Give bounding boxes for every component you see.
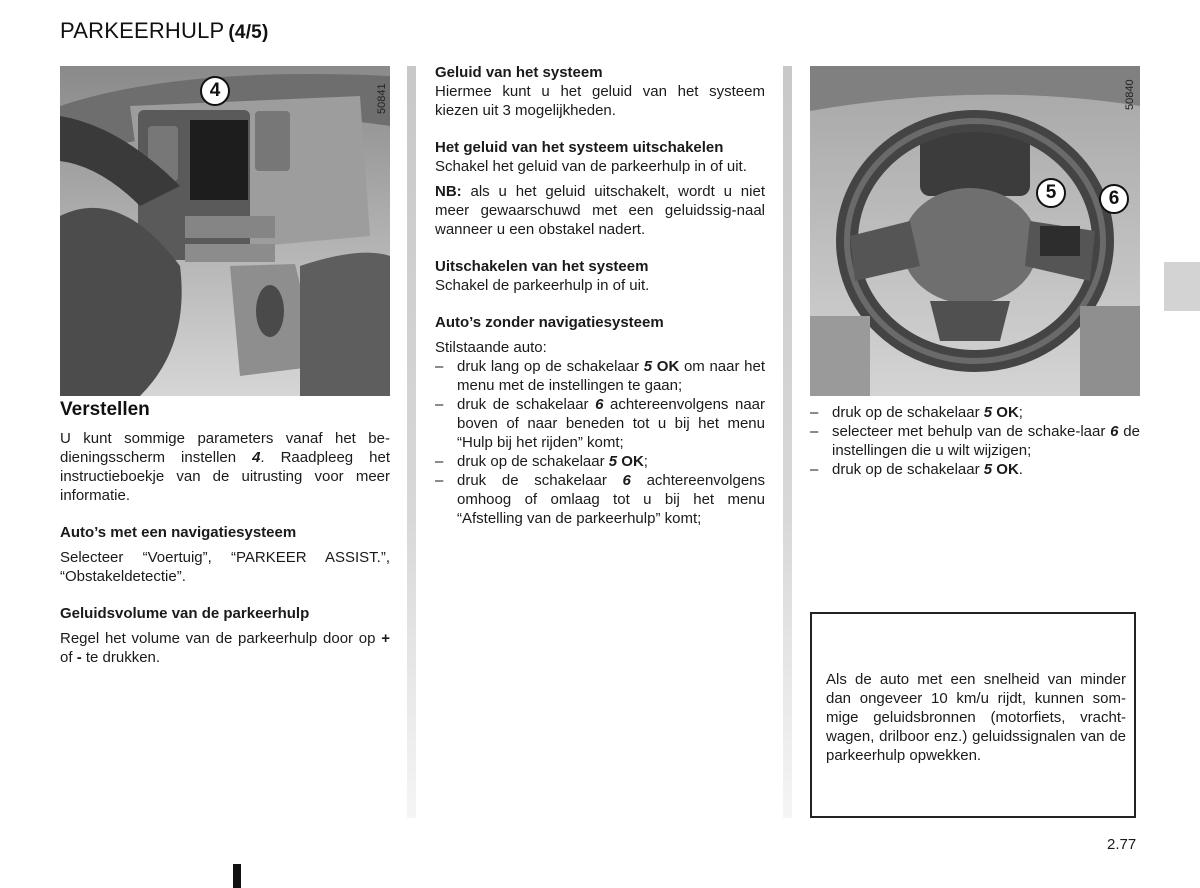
list-item xyxy=(810,460,1140,479)
steering-wheel-illustration xyxy=(810,66,1140,396)
step-text: druk op de schakelaar xyxy=(832,461,984,478)
column-divider-right xyxy=(783,66,792,818)
volume-text-c: te drukken. xyxy=(81,649,161,666)
step-ref: 5 xyxy=(643,358,653,375)
volume-text xyxy=(60,629,390,667)
callout-6: 6 xyxy=(1099,184,1129,214)
section-heading-verstellen: Verstellen xyxy=(60,399,150,420)
step-ref: 6 xyxy=(595,396,604,413)
list-item xyxy=(810,422,1140,460)
nonav-heading: Auto’s zonder navigatiesysteem xyxy=(435,314,664,331)
off-heading: Uitschakelen van het systeem xyxy=(435,258,649,275)
list-item xyxy=(435,357,765,395)
mute-text: Schakel het geluid van de parkeerhulp in of uit. xyxy=(435,158,747,175)
right-step-list xyxy=(810,403,1140,479)
step-ok: OK xyxy=(992,404,1019,421)
step-text: druk lang op de schakelaar xyxy=(457,358,644,375)
step-ref: 5 xyxy=(608,453,618,470)
step-text: druk de schakelaar xyxy=(457,472,623,489)
right-column xyxy=(810,403,1140,479)
step-ok: OK xyxy=(992,461,1019,478)
step-text: selecteer met behulp van de schake-laar xyxy=(832,423,1111,440)
crop-mark xyxy=(233,864,241,888)
step-text-end: ; xyxy=(1018,404,1023,421)
step-text-end: de instellingen die u wilt wijzigen; xyxy=(832,423,1140,459)
dashboard-illustration xyxy=(60,66,390,396)
note-box xyxy=(810,612,1136,818)
nb-text: als u het geluid uitschakelt, wordt u niet meer gewaarschuwd met een geluidssig-naal wanneer u een obstakel nadert. xyxy=(435,183,765,238)
step-text-end: achtereenvolgens omhoog of omlaag tot u bij het menu “Afstelling van de parkeerhulp” komt; xyxy=(457,472,765,527)
figure-code-right: 50840 xyxy=(1124,79,1136,110)
plus-symbol: + xyxy=(381,630,390,647)
intro-text-b: . Raadpleeg het instructieboekje van de uitrusting voor meer informatie. xyxy=(60,449,390,504)
step-ref: 5 xyxy=(983,404,993,421)
step-ref: 6 xyxy=(622,472,631,489)
step-ref: 5 xyxy=(983,461,993,478)
page-title-text: PARKEERHULP xyxy=(60,18,225,43)
volume-heading: Geluidsvolume van de parkeerhulp xyxy=(60,605,310,622)
figure-code: 50841 xyxy=(376,83,388,114)
middle-column xyxy=(435,63,765,528)
callout-5: 5 xyxy=(1036,178,1066,208)
step-ok: OK xyxy=(652,358,680,375)
sound-text: Hiermee kunt u het geluid van het systeem kiezen uit 3 mogelijkheden. xyxy=(435,83,765,119)
left-column xyxy=(60,400,390,667)
column-divider-left xyxy=(407,66,416,818)
nb-paragraph xyxy=(435,182,765,239)
step-text: druk de schakelaar xyxy=(457,396,596,413)
sound-heading: Geluid van het systeem xyxy=(435,64,603,81)
nb-label: NB: xyxy=(435,183,462,200)
intro-text-a: U kunt sommige parameters vanaf het be-dieningsscherm instellen xyxy=(60,430,390,466)
dashboard-drawing xyxy=(60,66,390,396)
page-number: 2.77 xyxy=(1107,836,1137,853)
chapter-thumb-tab xyxy=(1164,262,1200,311)
off-text: Schakel de parkeerhulp in of uit. xyxy=(435,277,650,294)
intro-paragraph xyxy=(60,429,390,505)
intro-ref: 4 xyxy=(252,449,261,466)
list-item xyxy=(435,395,765,452)
page-part: (4/5) xyxy=(228,22,269,43)
list-item xyxy=(435,471,765,528)
list-item xyxy=(810,403,1140,422)
step-text-end: ; xyxy=(643,453,648,470)
step-text-end: achtereenvolgens naar boven of naar beneden tot u bij het menu “Hulp bij het rijden” komt; xyxy=(457,396,765,451)
minus-symbol: - xyxy=(76,649,82,666)
steering-wheel-drawing xyxy=(810,66,1140,396)
step-text-end: om naar het menu met de instellingen te gaan; xyxy=(457,358,766,394)
stationary-label: Stilstaande auto: xyxy=(435,339,547,356)
nav-text: Selecteer “Voertuig”, “PARKEER ASSIST.”, “Obstakeldetectie”. xyxy=(60,549,390,585)
volume-text-b: of xyxy=(60,649,77,666)
step-ok: OK xyxy=(617,453,644,470)
list-item xyxy=(435,452,765,471)
middle-step-list xyxy=(435,357,765,528)
nav-heading: Auto’s met een navigatiesysteem xyxy=(60,524,297,541)
step-text: druk op de schakelaar xyxy=(457,453,609,470)
note-text: Als de auto met een snelheid van minder dan ongeveer 10 km/u rijdt, kunnen som-mige geluidsbronnen (motorfiets, vracht-wagen, drilboor enz.) geluidssignalen van de parkeerhulp opwekken. xyxy=(826,671,1126,764)
step-text: druk op de schakelaar xyxy=(832,404,984,421)
mute-heading: Het geluid van het systeem uitschakelen xyxy=(435,139,724,156)
step-text-end: . xyxy=(1018,461,1023,478)
step-ref: 6 xyxy=(1110,423,1119,440)
volume-text-a: Regel het volume van de parkeerhulp door op xyxy=(60,630,382,647)
callout-4: 4 xyxy=(200,76,230,106)
page-title xyxy=(60,18,268,44)
